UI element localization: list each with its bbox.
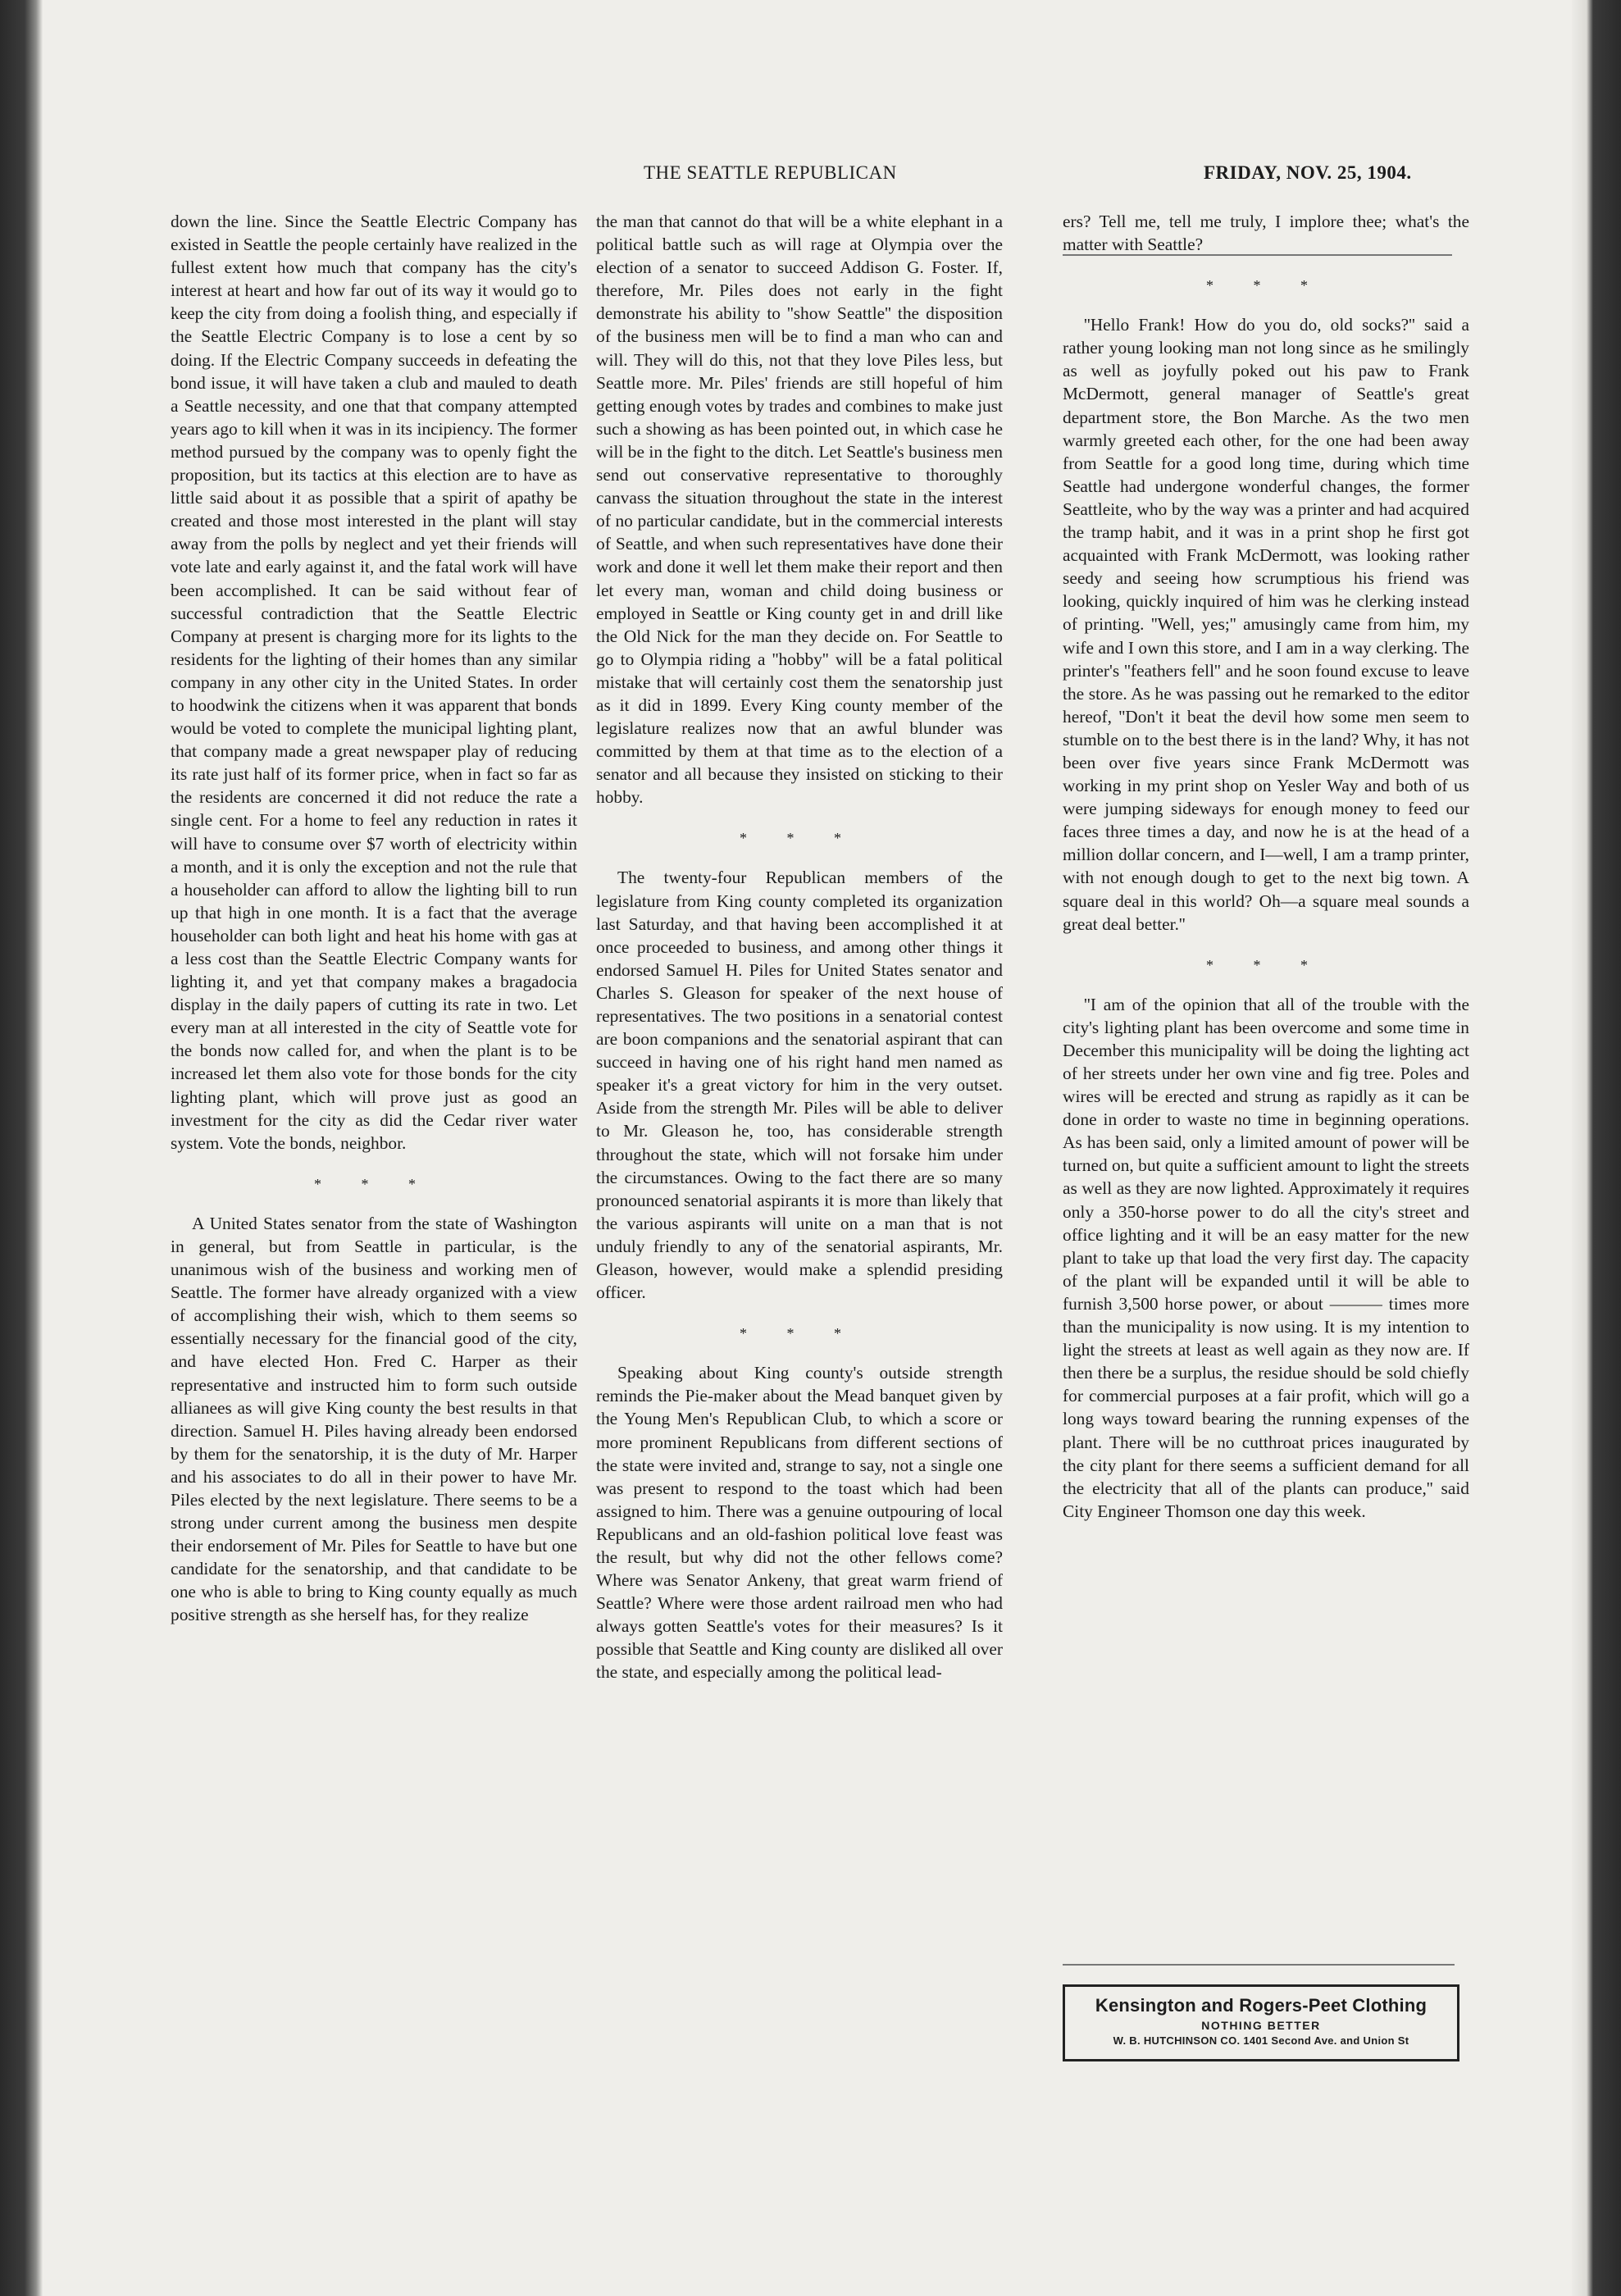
section-separator: * * * <box>1206 277 1326 294</box>
article-paragraph: the man that cannot do that will be a white elephant in a political battle such as will rage at Olympia over the election of a senator to succeed Addison G. Foster. If, therefore, Mr. Piles does not early in the fight demonstrate his ability to ''show Seattle'' the disposition of the business men will be to find a man who can and will. They will do this, not that they love Piles less, but Seattle more. Mr. Piles' friends are still hopeful of him getting enough votes by trades and combines to make just such a showing as has been pointed out, in which case he will be in the fight to the ditch. Let Seattle's business men send out conservative representative to thoroughly canvass the situation throughout the state in the interest of no particular candidate, but in the commercial interests of Seattle, and when such representatives have done their work and done it well let them make their report and then let every man, woman and child doing business or employed in Seattle or King county get in and drill like the Old Nick for the man they decide on. For Seattle to go to Olympia riding a ''hobby'' will be a fatal political mistake that will certainly cost them the senatorship just as it did in 1899. Every King county member of the legislature realizes now that an awful blunder was committed by them at that time as to the election of a senator and all because they insisted on sticking to their hobby. <box>596 212 1003 808</box>
column-3 <box>1063 210 1469 1523</box>
column-1 <box>171 210 577 1627</box>
column-2 <box>596 210 1003 1684</box>
section-separator: * * * <box>1206 956 1326 973</box>
section-separator: * * * <box>314 1175 434 1192</box>
ad-address: W. B. HUTCHINSON CO. 1401 Second Ave. and Union St <box>1113 2034 1409 2047</box>
masthead <box>0 162 1621 190</box>
article-paragraph: ''Hello Frank! How do you do, old socks?'' said a rather young looking man not long since as he smilingly as well as joyfully poked out his paw to Frank McDermott, general manager of Seattle's great department store, the Bon Marche. As the two men warmly greeted each other, for the one had been away from Seattle for a good long time, during which time Seattle had undergone wonderful changes, the former Seattleite, who by the way was a printer and had acquired the tramp habit, and it was in a print shop he first got acquainted with Frank McDermott, was looking rather seedy and seeing how scrumptious his friend was looking, quickly inquired of him was he clerking instead of printing. ''Well, yes;'' amusingly came from him, my wife and I own this store, and I am in a way clerking. The printer's ''feathers fell'' and he soon found excuse to leave the store. As he was passing out he remarked to the editor hereof, ''Don't it beat the devil how some men seem to stumble on to the best there is in the land? Why, it has not been over five years since Frank McDermott was working in my print shop on Yesler Way and both of us were jumping sideways for enough money to feed our faces three times a day, and now he is at the head of a million dollar concern, and I—well, I am a tramp printer, with not enough dough to get to the next big town. A square deal in this world? Oh—a square meal sounds a great deal better.'' <box>1063 315 1469 934</box>
article-paragraph: down the line. Since the Seattle Electric Company has existed in Seattle the people certainly have realized in the fullest extent how much that company has the city's interest at heart and how far out of its way it would go to keep the city from doing a foolish thing, and especially if the Seattle Electric Company is to lose a cent by so doing. If the Electric Company succeeds in defeating the bond issue, it will have taken a club and mauled to death a Seattle necessity, and one that that company attempted years ago to kill when it was in its incipiency. The former method pursued by the company was to openly fight the proposition, but its tactics at this election are to have as little said about it as possible that a spirit of apathy be created and those most interested in the plant will stay away from the polls by neglect and yet their friends will vote late and early against it, and the fatal work will have been accomplished. It can be said without fear of successful contradiction that the Seattle Electric Company at present is charging more for its lights to the residents for the lighting of their homes than any similar company in any other city in the United States. In order to hoodwink the citizens when it was apparent that bonds would be voted to complete the municipal lighting plant, that company made a great newspaper play of reducing its rate just half of its former price, when in fact so far as the residents are concerned it did not reduce the rate a single cent. For a home to feel any reduction in rates it will have to consume over $7 worth of electricity within a month, and it is only the exception and not the rule that a householder can afford to allow the lighting bill to run up that high in one month. It is a fact that the average householder can both light and heat his home with gas at a less cost than the Seattle Electric Company wants for lighting it, and yet that company makes a bragadocia display in the daily papers of cutting its rate in two. Let every man at all interested in the city of Seattle vote for the bonds now called for, and when the plant is to be increased let them also vote for those bonds for the city lighting plant, which will prove just as good an investment for the city as did the Cedar river water system. Vote the bonds, neighbor. <box>171 212 577 1153</box>
ad-tagline: NOTHING BETTER <box>1201 2019 1321 2032</box>
article-paragraph: The twenty-four Republican members of the legislature from King county completed its organization last Saturday, and that having been accomplished it at once proceeded to business, and among other things it endorsed Samuel H. Piles for United States senator and Charles S. Gleason for speaker of the next house of representatives. The two positions in a senatorial contest are boon companions and the senatorial aspirant that can succeed in having one of his right hand men named as speaker it's a great victory for him in the very outset. Aside from the strength Mr. Piles will be able to deliver to Mr. Gleason he, too, has considerable strength throughout the state, which will not forsake him under the circumstances. Owing to the fact there are so many pronounced senatorial aspirants it is more than likely that the various aspirants will unite on a man that is not unduly friendly to any of the senatorial aspirants, Mr. Gleason, however, would make a splendid presiding officer. <box>596 868 1003 1303</box>
issue-date: FRIDAY, NOV. 25, 1904. <box>1204 162 1412 183</box>
page-binding-shadow <box>0 0 43 2296</box>
section-separator: * * * <box>740 830 859 847</box>
page-edge-shadow <box>1572 0 1621 2296</box>
article-paragraph: Speaking about King county's outside strength reminds the Pie-maker about the Mead banquet given by the Young Men's Republican Club, to which a score or more prominent Republicans from different sections of the state were invited and, strange to say, not a single one was present to respond to the toast which had been assigned to him. There was a genuine outpouring of local Republicans and an old-fashion political love feast was the result, but why did not the other fellows come? Where was Senator Ankeny, that great warm friend of Seattle? Where were those ardent railroad men who had always gotten Seattle's votes for their measures? Is it possible that Seattle and King county are disliked all over the state, and especially among the political lead- <box>596 1363 1003 1683</box>
ad-top-rule <box>1063 1964 1455 1966</box>
clothing-advertisement <box>1063 1984 1459 2061</box>
article-paragraph: A United States senator from the state of Washington in general, but from Seattle in particular, is the unanimous wish of the business and working men of Seattle. The former have already organized with a view of accomplishing their wish, which to them seems so essentially necessary for the financial good of the city, and have elected Hon. Fred C. Harper as their representative and instructed him to form such outside allianees as will give King county the best results in that direction. Samuel H. Piles having already been endorsed by them for the senatorship, it is the duty of Mr. Harper and his associates to do all in their power to have Mr. Piles elected by the next legislature. There seems to be a strong under current among the business men despite their endorsement of Mr. Piles for Seattle to have but one candidate for the senatorship, and that candidate to be one who is able to bring to King county equally as much positive strength as she herself has, for they realize <box>171 1213 577 1625</box>
section-separator: * * * <box>740 1325 859 1342</box>
ad-title: Kensington and Rogers-Peet Clothing <box>1095 1995 1427 2016</box>
article-paragraph: ''I am of the opinion that all of the trouble with the city's lighting plant has been overcome and some time in December this municipality will be doing the lighting act of her streets under her own vine and fig tree. Poles and wires will be erected and strung as rapidly as it can be done in order to waste no time in beginning operations. As has been said, only a limited amount of power will be turned on, but quite a sufficient amount to light the streets as well as they are now lighted. Approximately it requires only a 350-horse power to do all the city's street and office lighting and it will be an easy matter for the new plant to take up that load the very first day. The capacity of the plant will be expanded until it will be able to furnish 3,500 horse power, or about ——— times more than the municipality is now using. It is my intention to light the streets at least as well again as they now are. If then there be a surplus, the residue should be sold chiefly for commercial purposes at a fair profit, which will go a long ways toward bearing the running expenses of the plant. There will be no cutthroat prices inaugurated by the city plant for there seems a sufficient demand for all the electricity that all of the plants can produce,'' said City Engineer Thomson one day this week. <box>1063 994 1469 1521</box>
paper-name: THE SEATTLE REPUBLICAN <box>644 162 897 183</box>
article-paragraph: ers? Tell me, tell me truly, I implore thee; what's the matter with Seattle? <box>1063 212 1469 255</box>
